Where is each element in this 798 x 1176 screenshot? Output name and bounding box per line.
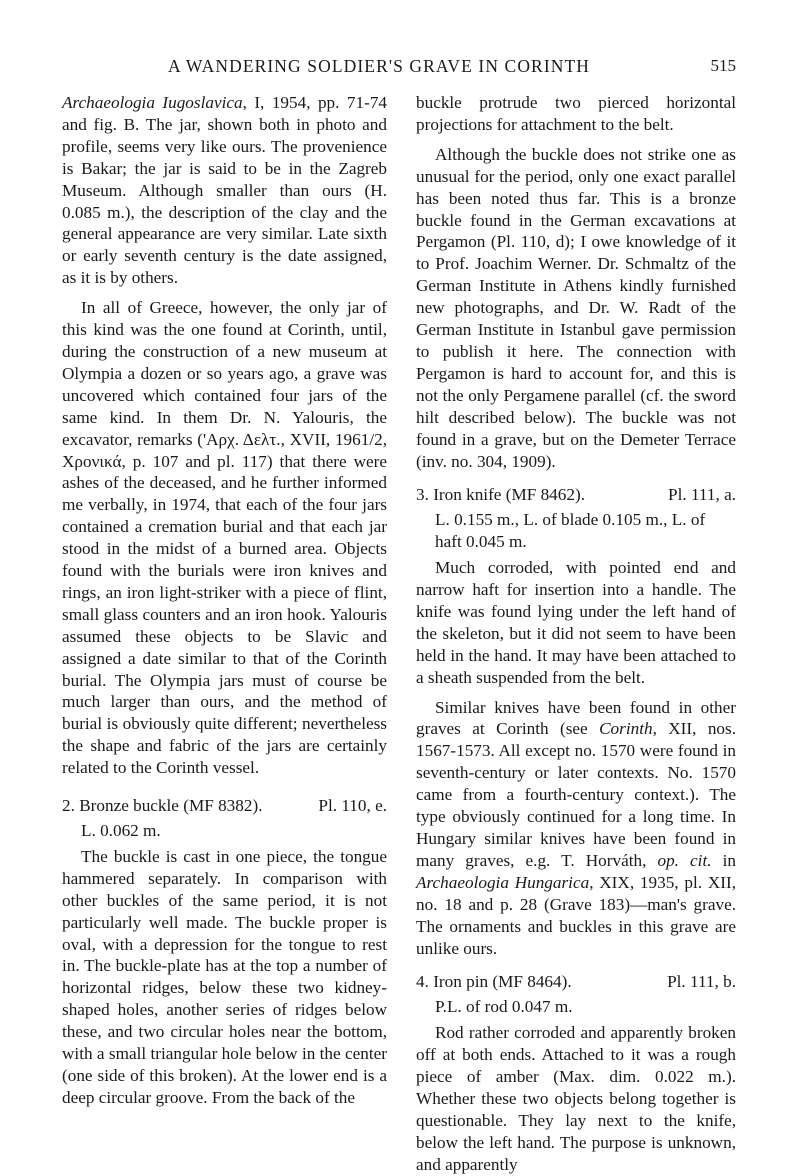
greek-citation: Χρονικά	[62, 451, 122, 471]
entry-dimensions: L. 0.155 m., L. of blade 0.105 m., L. of haft 0.045 m.	[435, 510, 706, 552]
text-run: Similar knives have been found in other graves at Corinth (see	[416, 697, 736, 739]
italic-text: Corinth	[599, 719, 653, 739]
paragraph: Much corroded, with pointed end and narrow haft for insertion into a handle. The knife was found lying under the left hand of the skeleton, but it did not seem to have been held in the hand. It may have been attached to a sheath suspended from the belt.	[416, 558, 736, 687]
entry-plate-ref: Pl. 111, a.	[668, 485, 736, 505]
paragraph	[62, 297, 387, 779]
text-run: , XII, nos. 1567-1573. All except no. 1570 were found in seventh-century or later contexts. No. 1570 came from a fourth-century context.). The type obviously continued for a long time. In Hungary similar knives have been found in many graves, e.g. T. Horváth,	[416, 719, 736, 870]
paragraph: Rod rather corroded and apparently broken off at both ends. Attached to it was a rough piece of amber (Max. dim. 0.022 m.). Whether these two objects belong together is questionable. They lay next to the knife, below the left hand. The purpose is unknown, and apparently	[416, 1023, 736, 1174]
running-title: A WANDERING SOLDIER'S GRAVE IN CORINTH	[168, 56, 591, 76]
paragraph: The buckle is cast in one piece, the tongue hammered separately. In comparison with other buckles of the same period, it is not particularly well made. The buckle proper is oval, with a depression for the tongue to rest in. The buckle-plate has at the top a number of horizontal ridges, below these two kidney-shaped holes, another series of ridges below these, and two circular holes near the bottom, with a small triangular hole below in the center (one side of this broken). At the lower end is a deep circular groove. From the back of the	[62, 846, 387, 1107]
left-column	[62, 92, 387, 1109]
entry-plate-ref: Pl. 110, e.	[318, 796, 387, 816]
italic-text: Archaeologia Hungarica	[416, 872, 590, 892]
entry-title: 3. Iron knife (MF 8462).	[416, 485, 585, 505]
entry-title: 4. Iron pin (MF 8464).	[416, 972, 572, 992]
entry-dimensions: P.L. of rod 0.047 m.	[435, 997, 573, 1017]
italic-text: Archaeologia Iugoslavica	[62, 93, 243, 112]
text-run: , p. 107 and pl. 117) that there were ashes of the deceased, and he further informed me verbally, in 1974, that each of the four jars contained a cremation burial and that each jar stood in the midst of a burned area. Objects found with the burials were iron knives and rings, an iron light-striker with a piece of flint, small glass counters and an iron hook. Yalouris assumed these objects to be Slavic and assigned a date similar to that of the Corinth burial. The Olympia jars must of course be much larger than ours, and the method of burial is obviously quite different; nevertheless the shape and fabric of the jars are certainly related to the Corinth vessel.	[62, 451, 387, 778]
text-run: , XIX, 1935, pl. XII, no. 18 and p. 28 (Grave 183)—man's grave. The ornaments and buckles in this grave are unlike ours.	[416, 872, 736, 958]
text-run: , XVII, 1961/2,	[280, 429, 388, 449]
text-run: , I, 1954, pp. 71-74 and fig. B. The jar, shown both in photo and profile, seems very like ours. The provenience is Bakar; the jar is said to be in the Zagreb Museum. Although smaller than ours (H. 0.085 m.), the description of the clay and the general appearance are very similar. Late sixth or early seventh century is the date assigned, as it is by others.	[62, 93, 388, 288]
catalogue-entry-heading	[416, 484, 736, 506]
running-header	[0, 56, 798, 82]
catalogue-entry-heading	[416, 971, 736, 993]
entry-dimensions: L. 0.062 m.	[81, 821, 161, 840]
entry-plate-ref: Pl. 111, b.	[667, 972, 736, 992]
page-number: 515	[710, 56, 736, 75]
text-run: in	[711, 850, 736, 870]
paragraph: Although the buckle does not strike one as unusual for the period, only one exact parallel has been noted thus far. This is a bronze buckle found in the German excavations at Pergamon (Pl. 110, d); I owe knowledge of it to Prof. Joachim Werner. Dr. Schmaltz of the German Institute in Athens kindly furnished new photographs, and Dr. W. Radt of the German Institute in Istanbul gave permission to publish it here. The connection with Pergamon is hard to account for, and this is not the only Pergamene parallel (cf. the sword hilt described below). The buckle was not found in a grave, but on the Demeter Terrace (inv. no. 304, 1909).	[416, 144, 736, 471]
paragraph: buckle protrude two pierced horizontal projections for attachment to the belt.	[416, 93, 736, 134]
catalogue-entry-heading	[62, 795, 387, 817]
paragraph	[62, 92, 387, 289]
right-column	[416, 92, 736, 1176]
paragraph	[416, 697, 736, 960]
entry-title: 2. Bronze buckle (MF 8382).	[62, 796, 263, 816]
text-run: In all of Greece, however, the only jar of this kind was the one found at Corinth, until, during the construction of a new museum at Olympia a dozen or so years ago, a grave was uncovered which contained four jars of the same kind. In them Dr. N. Yalouris, the excavator, remarks (	[62, 298, 387, 449]
greek-citation: 'Αρχ. Δελτ.	[202, 429, 281, 449]
italic-text: op. cit.	[657, 850, 712, 870]
